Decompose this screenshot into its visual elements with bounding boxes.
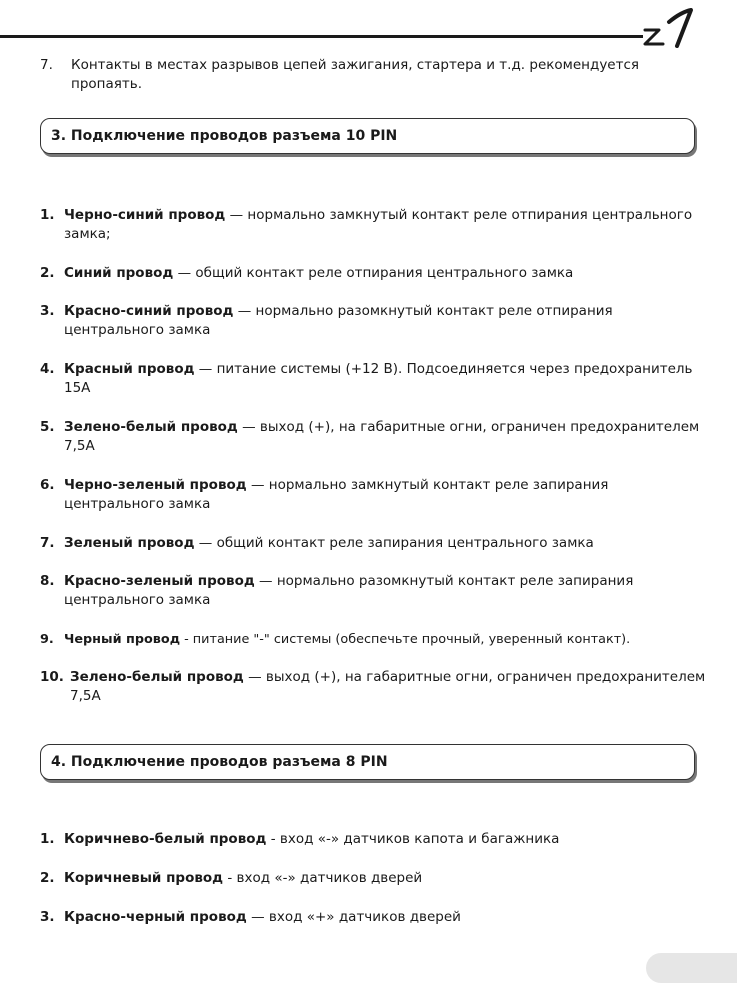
page-number-tab: [646, 953, 737, 983]
wire-name: Коричнево-белый провод: [64, 831, 267, 847]
wire-name: Синий провод: [64, 265, 174, 281]
wire-name: Красно-зеленый провод: [64, 573, 255, 589]
item-number: 3.: [40, 303, 55, 319]
item-number: 1.: [40, 831, 55, 847]
wire-name: Красно-синий провод: [64, 303, 234, 319]
section-4-header: [40, 744, 695, 780]
item-number: 1.: [40, 207, 55, 223]
section-4-title: 4. Подключение проводов разъема 8 PIN: [51, 754, 388, 770]
wire-name: Коричневый провод: [64, 870, 224, 886]
item-number: 2.: [40, 870, 55, 886]
note-text: Контакты в местах разрывов цепей зажигания, стартера и т.д. рекомендуется пропаять.: [71, 57, 640, 92]
wire-name: Черно-зеленый провод: [64, 477, 247, 493]
wire-description: — общий контакт реле отпирания центрального замка: [173, 265, 574, 281]
section-3-title: 3. Подключение проводов разъема 10 PIN: [51, 128, 398, 144]
wire-description: — нормально замкнутый контакт реле запирания центрального замка: [64, 477, 609, 512]
item-number: 4.: [40, 361, 55, 377]
wire-description: — нормально разомкнутый контакт реле отпирания центрального замка: [64, 303, 613, 338]
item-number: 10.: [40, 669, 64, 685]
header-rule: [0, 35, 643, 38]
wire-name: Зелено-белый провод: [64, 419, 238, 435]
item-number: 2.: [40, 265, 55, 281]
wire-name: Черно-синий провод: [64, 207, 226, 223]
item-number: 7.: [40, 535, 55, 551]
wire-description: — вход «+» датчиков дверей: [246, 909, 461, 925]
wire-description: — питание системы (+12 В). Подсоединяется через предохранитель 15А: [64, 361, 693, 396]
wire-description: — выход (+), на габаритные огни, ограничен предохранителем 7,5А: [70, 669, 706, 704]
wire-name: Красный провод: [64, 361, 195, 377]
wire-name: Зелено-белый провод: [70, 669, 244, 685]
note-number: 7.: [40, 57, 53, 73]
wire-description: — выход (+), на габаритные огни, ограничен предохранителем 7,5А: [64, 419, 700, 454]
wire-name: Красно-черный провод: [64, 909, 247, 925]
wire-name: Черный провод: [64, 632, 181, 647]
wire-description: - питание "-" системы (обеспечьте прочный, уверенный контакт).: [180, 632, 631, 647]
wire-description: — нормально разомкнутый контакт реле запирания центрального замка: [64, 573, 634, 608]
wire-description: — нормально замкнутый контакт реле отпирания центрального замка;: [64, 207, 693, 242]
item-number: 6.: [40, 477, 55, 493]
section-3-header: [40, 118, 695, 154]
item-number: 3.: [40, 909, 55, 925]
wire-name: Зеленый провод: [64, 535, 195, 551]
wire-description: - вход «-» датчиков дверей: [223, 870, 423, 886]
item-number: 9.: [40, 632, 54, 647]
wire-description: - вход «-» датчиков капота и багажника: [266, 831, 560, 847]
brand-logo: [641, 8, 699, 48]
item-number: 8.: [40, 573, 55, 589]
wire-description: — общий контакт реле запирания центрального замка: [194, 535, 594, 551]
item-number: 5.: [40, 419, 55, 435]
